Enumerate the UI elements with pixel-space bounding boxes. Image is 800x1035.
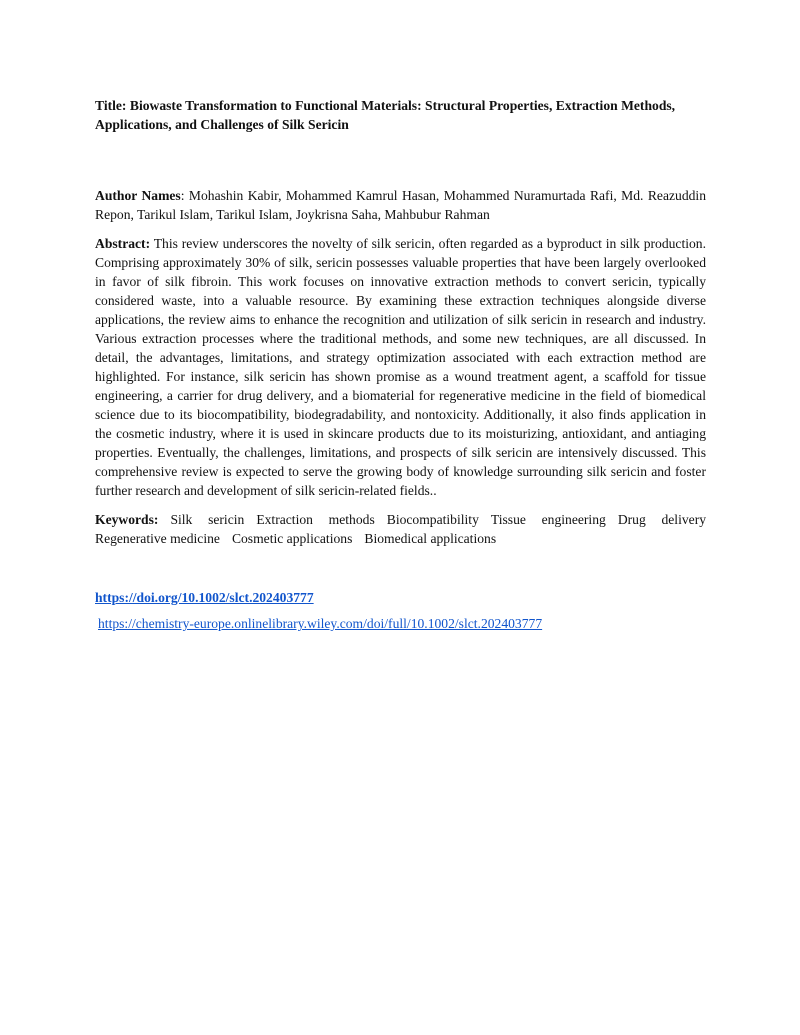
- doi-line: [95, 588, 706, 607]
- full-text-link[interactable]: https://chemistry-europe.onlinelibrary.wiley.com/doi/full/10.1002/slct.202403777: [98, 616, 543, 631]
- paper-title: [95, 96, 706, 134]
- keywords-label: Keywords:: [95, 512, 159, 527]
- keyword: Biomedical applications: [364, 531, 497, 546]
- keyword: Drug delivery: [617, 512, 707, 527]
- keyword: Biocompatibility: [386, 512, 479, 527]
- title-label: Title:: [95, 98, 127, 113]
- keyword: Regenerative medicine: [95, 531, 220, 546]
- keyword: Tissue engineering: [490, 512, 606, 527]
- paper-page: [95, 96, 706, 633]
- keywords: [95, 510, 706, 548]
- keyword: Silk sericin: [170, 512, 245, 527]
- full-text-line: [98, 614, 706, 633]
- title-text: Biowaste Transformation to Functional Materials: Structural Properties, Extraction Methods, Applications, and Challenges of Silk Sericin: [95, 98, 676, 132]
- abstract-label: Abstract:: [95, 236, 151, 251]
- authors-text: : Mohashin Kabir, Mohammed Kamrul Hasan, Mohammed Nuramurtada Rafi, Md. Reazuddin Repon, Tarikul Islam, Tarikul Islam, Joykrisna Saha, Mahbubur Rahman: [95, 188, 706, 222]
- abstract: [95, 234, 706, 500]
- authors-label: Author Names: [95, 188, 181, 203]
- doi-link[interactable]: https://doi.org/10.1002/slct.202403777: [95, 590, 314, 605]
- abstract-text: This review underscores the novelty of silk sericin, often regarded as a byproduct in silk production. Comprising approximately 30% of silk, sericin possesses valuable properties that have been largely overlooked in favor of silk fibroin. This work focuses on innovative extraction methods to convert sericin, typically considered waste, into a valuable resource. By examining these extraction techniques alongside diverse applications, the review aims to enhance the recognition and utilization of silk sericin in research and industry. Various extraction processes where the traditional methods, and some new techniques, are all discussed. In detail, the advantages, limitations, and strategy optimization associated with each extraction method are highlighted. For instance, silk sericin has shown promise as a wound treatment agent, a scaffold for tissue engineering, a carrier for drug delivery, and a biomaterial for regenerative medicine in the field of biomedical science due to its biocompatibility, biodegradability, and nontoxicity. Additionally, it also finds application in the cosmetic industry, where it is used in skincare products due to its moisturizing, antioxidant, and antiaging properties. Eventually, the challenges, limitations, and prospects of silk sericin are intensively discussed. This comprehensive review is expected to serve the growing body of knowledge surrounding silk sericin and foster further research and development of silk sericin-related fields..: [95, 236, 706, 498]
- keyword: Extraction methods: [256, 512, 375, 527]
- keyword: Cosmetic applications: [231, 531, 353, 546]
- author-names: [95, 186, 706, 224]
